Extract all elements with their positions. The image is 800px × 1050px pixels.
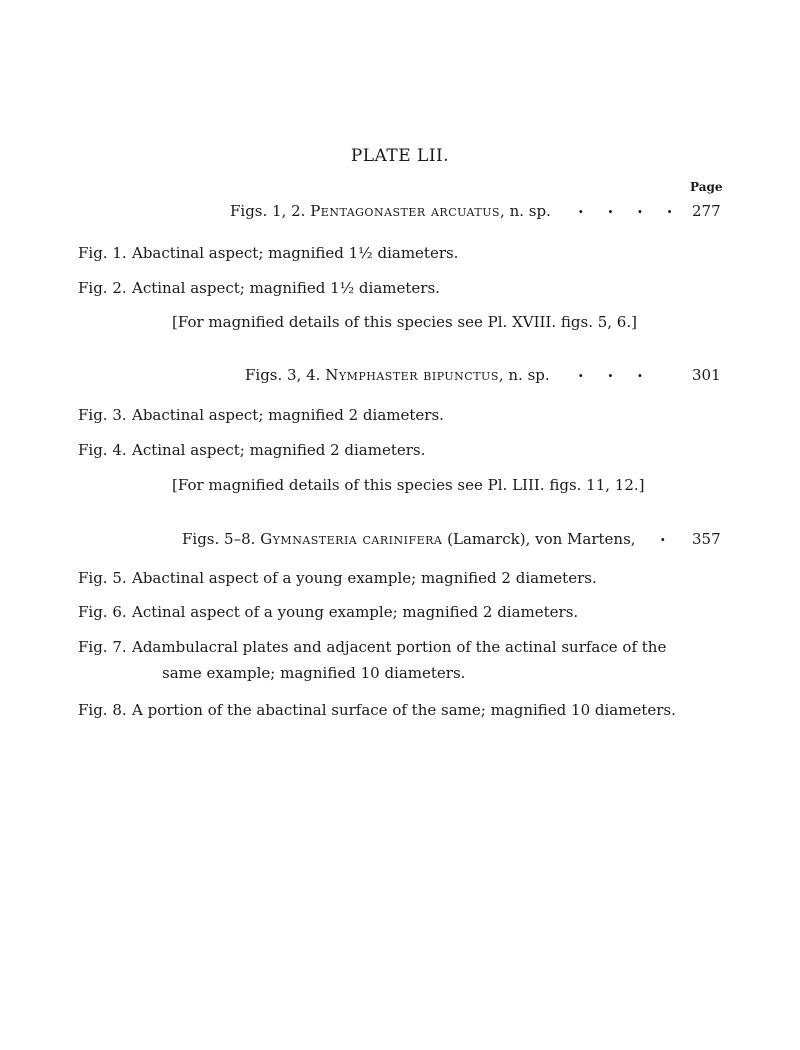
group-1-heading (230, 202, 551, 220)
group-2-leader-dots: ... (578, 362, 667, 381)
group-3-heading-rest: (Lamarck), von Martens, (442, 530, 636, 548)
group-1-page-number: 277 (692, 202, 721, 220)
figure-text: Actinal aspect; magnified 2 diameters. (132, 441, 426, 459)
figure-text: Abactinal aspect; magnified 1½ diameters. (132, 244, 459, 262)
figure-label: Fig. 7. (78, 638, 127, 656)
figure-label: Fig. 6. (78, 603, 127, 621)
figure-label: Fig. 5. (78, 569, 127, 587)
group-3-leader-dots: . (660, 526, 690, 545)
group-2-note: [For magnified details of this species see Pl. LIII. figs. 11, 12.] (172, 476, 645, 494)
figure-text: Actinal aspect; magnified 1½ diameters. (132, 279, 440, 297)
plate-title: PLATE LII. (350, 146, 450, 166)
group-3-heading (182, 530, 636, 548)
figure-text: Abactinal aspect of a young example; magnified 2 diameters. (132, 569, 597, 587)
figure-caption-6 (78, 603, 578, 621)
group-2-heading-rest: , n. sp. (498, 366, 550, 384)
figure-text: Abactinal aspect; magnified 2 diameters. (132, 406, 444, 424)
group-1-heading-rest: , n. sp. (500, 202, 551, 220)
figure-caption-3 (78, 406, 444, 424)
page-column-label: Page (690, 180, 723, 194)
group-2-figs: Figs. 3, 4. (245, 366, 321, 384)
group-2-page-number: 301 (692, 366, 721, 384)
figure-caption-7-continuation: same example; magnified 10 diameters. (162, 664, 466, 682)
group-2-species: Nymphaster bipunctus (325, 366, 499, 384)
figure-text: A portion of the abactinal surface of the same; magnified 10 diameters. (132, 701, 676, 719)
figure-caption-7 (78, 638, 666, 656)
figure-label: Fig. 8. (78, 701, 127, 719)
figure-text: Actinal aspect of a young example; magnified 2 diameters. (132, 603, 579, 621)
figure-caption-4 (78, 441, 425, 459)
figure-caption-5 (78, 569, 597, 587)
group-1-leader-dots: .... (578, 198, 697, 217)
figure-label: Fig. 2. (78, 279, 127, 297)
figure-label: Fig. 3. (78, 406, 127, 424)
figure-text: Adambulacral plates and adjacent portion of the actinal surface of the (132, 638, 667, 656)
group-3-page-number: 357 (692, 530, 721, 548)
group-3-species: Gymnasteria carinifera (260, 530, 443, 548)
figure-caption-8 (78, 701, 676, 719)
figure-caption-2 (78, 279, 440, 297)
figure-label: Fig. 1. (78, 244, 127, 262)
group-1-species: Pentagonaster arcuatus (310, 202, 501, 220)
figure-label: Fig. 4. (78, 441, 127, 459)
group-1-note: [For magnified details of this species see Pl. XVIII. figs. 5, 6.] (172, 313, 637, 331)
group-1-figs: Figs. 1, 2. (230, 202, 306, 220)
group-3-figs: Figs. 5–8. (182, 530, 256, 548)
figure-caption-1 (78, 244, 458, 262)
group-2-heading (245, 366, 550, 384)
